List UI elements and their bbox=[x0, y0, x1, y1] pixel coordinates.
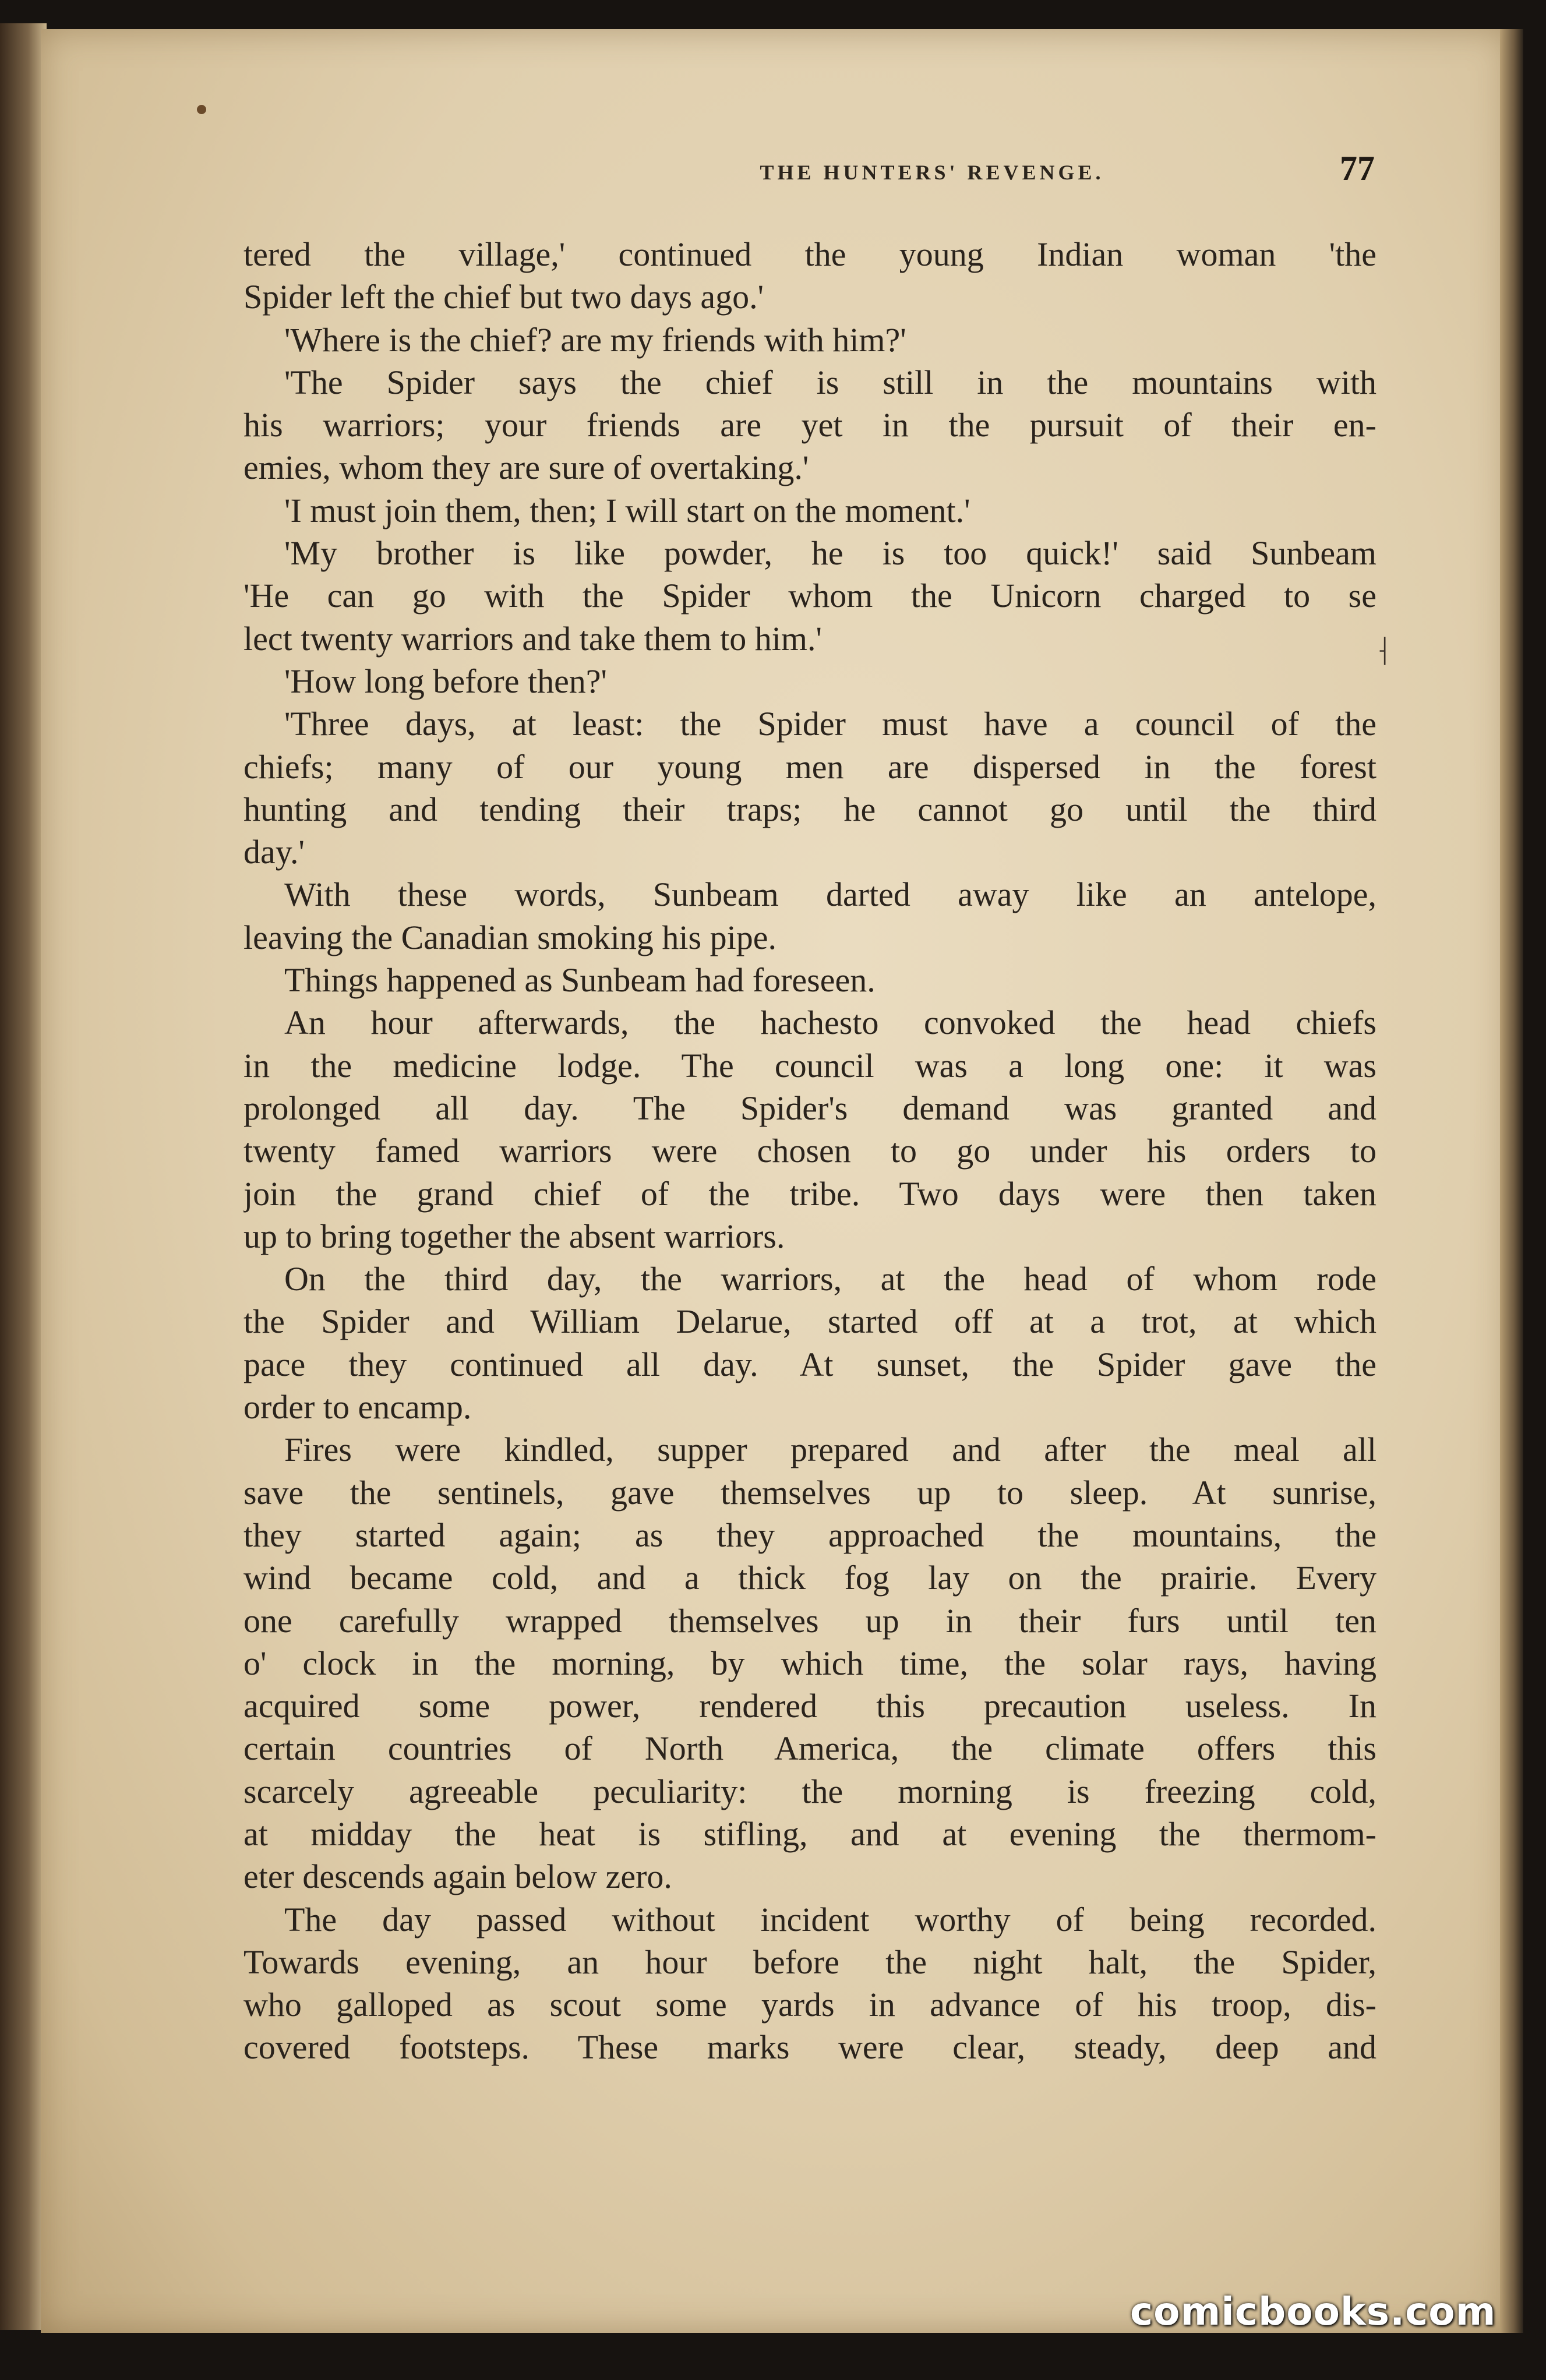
text-line: order to encamp. bbox=[243, 1388, 472, 1426]
text-line: at midday the heat is stifling, and at evening the thermom- bbox=[243, 1814, 1376, 1853]
text-line: With these words, Sunbeam darted away like an antelope, bbox=[284, 875, 1376, 914]
text-line: 'Where is the chief? are my friends with him?' bbox=[284, 320, 906, 359]
text-line: leaving the Canadian smoking his pipe. bbox=[243, 918, 776, 956]
text-line: Towards evening, an hour before the night halt, the Spider, bbox=[243, 1943, 1376, 1981]
text-line: pace they continued all day. At sunset, the Spider gave the bbox=[243, 1345, 1376, 1383]
book-gutter-shadow bbox=[0, 23, 47, 2330]
text-line: they started again; as they approached the mountains, the bbox=[243, 1516, 1376, 1554]
page-number: 77 bbox=[1340, 149, 1375, 188]
text-line: On the third day, the warriors, at the head of whom rode bbox=[284, 1260, 1376, 1298]
text-line: chiefs; many of our young men are dispersed in the forest bbox=[243, 747, 1376, 786]
text-line: in the medicine lodge. The council was a long one: it was bbox=[243, 1046, 1376, 1085]
text-line: 'How long before then?' bbox=[284, 662, 608, 700]
text-line: Things happened as Sunbeam had foreseen. bbox=[284, 961, 876, 1000]
text-line: scarcely agreeable peculiarity: the morning is freezing cold, bbox=[243, 1772, 1376, 1810]
text-line: twenty famed warriors were chosen to go under his orders to bbox=[243, 1132, 1376, 1170]
text-line: the Spider and William Delarue, started off at a trot, at which bbox=[243, 1302, 1376, 1341]
text-line: Spider left the chief but two days ago.' bbox=[243, 278, 764, 316]
text-line: acquired some power, rendered this precaution useless. In bbox=[243, 1687, 1376, 1725]
text-line: wind became cold, and a thick fog lay on the prairie. Every bbox=[243, 1559, 1376, 1597]
text-line: 'I must join them, then; I will start on the moment.' bbox=[284, 491, 970, 529]
text-line: The day passed without incident worthy of being recorded. bbox=[284, 1900, 1376, 1938]
text-line: join the grand chief of the tribe. Two days were then taken bbox=[243, 1174, 1376, 1213]
text-line: day.' bbox=[243, 833, 305, 871]
text-line: up to bring together the absent warriors. bbox=[243, 1217, 785, 1255]
text-line: save the sentinels, gave themselves up to sleep. At sunrise, bbox=[243, 1473, 1376, 1512]
ink-spot bbox=[197, 105, 206, 114]
text-line: one carefully wrapped themselves up in their furs until ten bbox=[243, 1601, 1376, 1640]
text-line: 'He can go with the Spider whom the Unicorn charged to se bbox=[243, 577, 1376, 615]
text-line: his warriors; your friends are yet in the pursuit of their en- bbox=[243, 406, 1376, 444]
running-header: THE HUNTERS' REVENGE. bbox=[760, 161, 1104, 184]
text-line: Fires were kindled, supper prepared and after the meal all bbox=[284, 1431, 1376, 1469]
watermark: comicbooks.com bbox=[1130, 2289, 1496, 2334]
text-line: prolonged all day. The Spider's demand was granted and bbox=[243, 1089, 1376, 1127]
page-right-edge bbox=[1500, 29, 1523, 2333]
text-line: tered the village,' continued the young Indian woman 'the bbox=[243, 235, 1376, 273]
text-line: 'My brother is like powder, he is too quick!' said Sunbeam bbox=[284, 534, 1376, 573]
text-line: o' clock in the morning, by which time, the solar rays, having bbox=[243, 1644, 1376, 1682]
body-text bbox=[243, 233, 1376, 2067]
text-line: emies, whom they are sure of overtaking.' bbox=[243, 449, 809, 487]
text-line: lect twenty warriors and take them to him.' bbox=[243, 619, 822, 658]
margin-mark: ⸡ bbox=[1375, 634, 1390, 665]
text-line: An hour afterwards, the hachesto convoked the head chiefs bbox=[284, 1004, 1376, 1042]
text-line: who galloped as scout some yards in advance of his troop, dis- bbox=[243, 1986, 1376, 2024]
text-line: 'Three days, at least: the Spider must have a council of the bbox=[284, 705, 1376, 743]
text-line: eter descends again below zero. bbox=[243, 1858, 672, 1896]
text-line: 'The Spider says the chief is still in the mountains with bbox=[284, 363, 1376, 401]
text-line: hunting and tending their traps; he cannot go until the third bbox=[243, 790, 1376, 828]
text-line: covered footsteps. These marks were clear, steady, deep and bbox=[243, 2028, 1376, 2067]
text-line: certain countries of North America, the climate offers this bbox=[243, 1729, 1376, 1768]
